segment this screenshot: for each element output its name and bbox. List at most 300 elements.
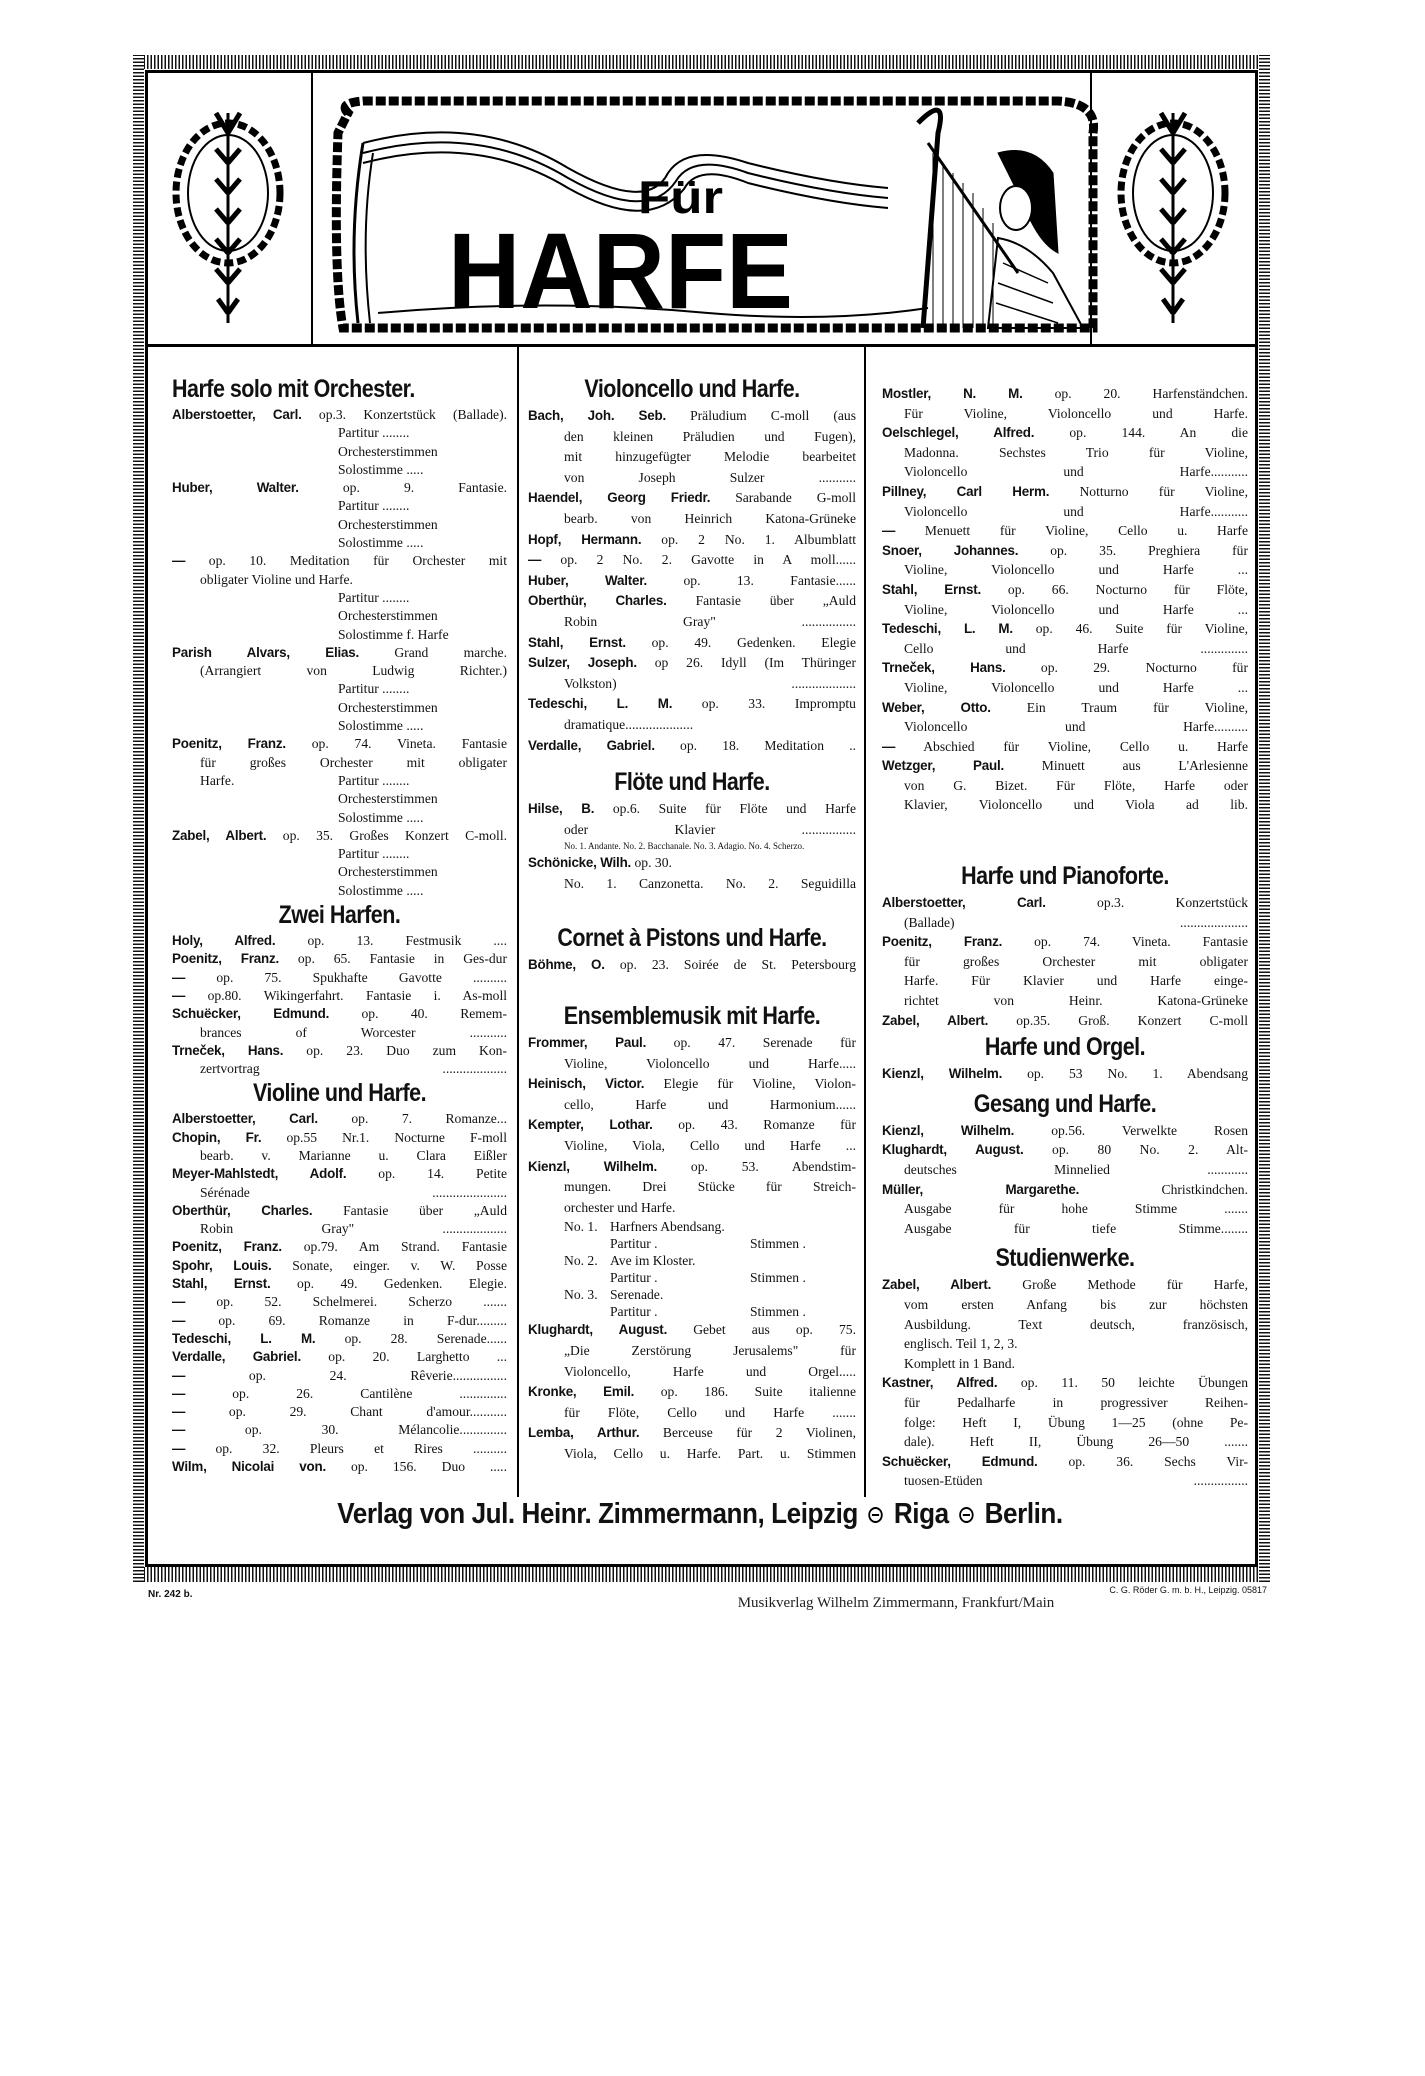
work-title: Christkindchen.: [1161, 1181, 1248, 1197]
composer-name: Schuëcker, Edmund.: [882, 1453, 1038, 1469]
catalog-entry: [528, 1382, 856, 1423]
entry-first-line: [172, 827, 507, 845]
entry-first-line: [172, 1293, 507, 1311]
composer-name: —: [172, 1367, 186, 1383]
work-title: Abschied für Violine, Cello u. Harfe: [923, 738, 1248, 754]
work-title: op.56. Verwelkte Rosen: [1051, 1122, 1249, 1138]
catalog-entry: [528, 1423, 856, 1464]
composer-name: —: [882, 738, 896, 754]
entry-continuation-line: für großes Orchester mit obligater: [904, 953, 1248, 969]
movement-note: No. 1. Andante. No. 2. Bacchanale. No. 3. Adagio. No. 4. Scherzo.: [564, 841, 805, 852]
edition-label: [172, 424, 338, 442]
catalog-entry: [528, 571, 856, 592]
composer-name: Oberthür, Charles.: [528, 593, 667, 609]
entry-first-line: [172, 1403, 507, 1421]
catalog-entry: [172, 406, 507, 479]
edition-part-row: [172, 424, 507, 442]
work-title: op.6. Suite für Flöte und Harfe: [612, 801, 857, 817]
entry-first-line: [172, 1257, 507, 1275]
entry-first-line: [528, 1157, 856, 1178]
entry-continuation-line: Robin Gray" ................: [564, 613, 856, 629]
entry-first-line: [528, 550, 856, 571]
composer-name: Tedeschi, L. M.: [172, 1330, 316, 1346]
catalog-entry: [172, 1165, 507, 1202]
composer-name: Verdalle, Gabriel.: [172, 1349, 301, 1365]
composer-name: Alberstoetter, Carl.: [882, 895, 1046, 911]
publisher-city-riga: Riga: [893, 1498, 949, 1530]
entry-first-line: [882, 658, 1248, 678]
work-title: op. 18. Meditation ..: [680, 737, 856, 753]
work-title: op. 40. Remem-: [361, 1006, 507, 1022]
catalog-entry: [528, 488, 856, 529]
catalog-entry: [172, 932, 507, 950]
entry-first-line: [882, 1011, 1248, 1031]
sub-piece-number: No. 1.: [564, 1219, 598, 1235]
entry-continuation-line: Violine, Viola, Cello und Harfe ...: [564, 1138, 856, 1154]
partitur-edition: Partitur .: [610, 1270, 658, 1286]
work-title: op. 23. Duo zum Kon-: [306, 1042, 507, 1058]
stimmen-edition: Stimmen .: [750, 1304, 806, 1320]
catalog-entry: [172, 1293, 507, 1311]
edition-label: [172, 626, 338, 644]
composer-name: Müller, Margarethe.: [882, 1181, 1080, 1197]
work-title: op. 49. Gedenken. Elegie: [651, 634, 856, 650]
entry-first-line: [528, 736, 856, 757]
entry-continuation-line: Komplett in 1 Band.: [904, 1355, 1016, 1371]
entry-first-line: [882, 1452, 1248, 1472]
composer-name: Snoer, Johannes.: [882, 542, 1019, 558]
sub-piece-title: Serenade.: [610, 1287, 664, 1303]
entry-continuation-line: tuosen-Etüden ................: [904, 1473, 1248, 1489]
catalog-entry: [882, 482, 1248, 521]
composer-name: Alberstoetter, Carl.: [172, 1111, 318, 1127]
entry-first-line: [172, 1385, 507, 1403]
composer-name: Pillney, Carl Herm.: [882, 483, 1050, 499]
entry-first-line: [528, 633, 856, 654]
entry-continuation-line: obligater Violine und Harfe.: [200, 571, 353, 587]
entry-first-line: [172, 969, 507, 987]
entry-first-line: [172, 987, 507, 1005]
entry-first-line: [882, 698, 1248, 718]
entry-first-line: [172, 644, 507, 662]
entry-first-line: [528, 853, 856, 874]
edition-part: Partitur ........: [338, 681, 410, 697]
entry-first-line: [882, 1121, 1248, 1141]
edition-part-row: [172, 863, 507, 881]
work-title: Fantasie über „Auld: [343, 1202, 507, 1218]
composer-name: Lemba, Arthur.: [528, 1425, 640, 1441]
catalog-column-2: [528, 374, 856, 1465]
edition-part-row: [172, 699, 507, 717]
edition-part: Orchesterstimmen: [338, 608, 438, 624]
composer-name: Bach, Joh. Seb.: [528, 408, 667, 423]
entry-first-line: [528, 1423, 856, 1444]
catalog-entry: [528, 955, 856, 976]
work-title: Minuett aus L'Arlesienne: [1041, 758, 1248, 774]
composer-name: Haendel, Georg Friedr.: [528, 490, 711, 506]
edition-label: [172, 717, 338, 735]
entry-continuation-line: englisch. Teil 1, 2, 3.: [904, 1336, 1018, 1352]
work-title: op. 23. Soirée de St. Petersbourg: [619, 957, 856, 973]
composer-name: Trneček, Hans.: [172, 1042, 284, 1058]
catalog-column-1: [172, 374, 507, 1476]
edition-part: Solostimme .....: [338, 882, 424, 898]
composer-name: Stahl, Ernst.: [528, 634, 626, 650]
edition-label: [172, 443, 338, 461]
edition-part-row: [172, 680, 507, 698]
composer-name: Wetzger, Paul.: [882, 758, 1005, 774]
entry-first-line: [172, 406, 507, 424]
entry-first-line: [528, 955, 856, 976]
catalog-entry: [882, 423, 1248, 482]
work-title: op. 156. Duo .....: [350, 1459, 507, 1475]
edition-part-row: [172, 790, 507, 808]
catalog-entry: [528, 530, 856, 551]
work-title: op. 43. Romanze für: [678, 1117, 857, 1133]
catalog-entry: [528, 736, 856, 757]
work-title: op. 35. Preghiera für: [1050, 542, 1248, 558]
composer-name: Sulzer, Joseph.: [528, 655, 637, 671]
edition-label: [172, 790, 338, 808]
catalog-section: [172, 1078, 507, 1476]
edition-part: Orchesterstimmen: [338, 443, 438, 459]
composer-name: —: [172, 1404, 186, 1420]
entry-continuation-line: Harfe. Für Klavier und Harfe einge-: [904, 973, 1248, 989]
edition-part-row: [172, 497, 507, 515]
entry-first-line: [882, 1275, 1248, 1295]
catalog-entry: [172, 552, 507, 643]
catalog-entry: [172, 1403, 507, 1421]
edition-part: Orchesterstimmen: [338, 699, 438, 715]
laurel-wreath-icon-left: [176, 113, 280, 323]
composer-name: Schuëcker, Edmund.: [172, 1006, 330, 1022]
sub-piece-title: Harfners Abendsang.: [610, 1219, 725, 1235]
entry-continuation-line: den kleinen Präludien und Fugen),: [564, 428, 856, 444]
entry-continuation-line: Ausbildung. Text deutsch, französisch,: [904, 1316, 1248, 1332]
entry-continuation-line: orchester und Harfe.: [564, 1199, 676, 1215]
edition-label: [172, 845, 338, 863]
catalog-entry: [172, 950, 507, 968]
partitur-edition: Partitur .: [610, 1236, 658, 1252]
entry-first-line: [172, 479, 507, 497]
work-title: op. 69. Romanze in F-dur.........: [218, 1312, 507, 1328]
catalog-entry: [882, 1140, 1248, 1179]
work-title: op. 14. Petite: [378, 1166, 507, 1182]
entry-continuation-line: mungen. Drei Stücke für Streich-: [564, 1179, 856, 1195]
work-title: op.35. Groß. Konzert C-moll: [1016, 1012, 1248, 1028]
work-title: op. 47. Serenade für: [673, 1035, 856, 1051]
work-title: op 26. Idyll (Im Thüringer: [654, 655, 856, 671]
composer-name: —: [172, 987, 186, 1003]
edition-part: Partitur ........: [338, 589, 410, 605]
composer-name: Weber, Otto.: [882, 699, 991, 715]
entry-continuation-line: Violoncello und Harfe...........: [904, 503, 1248, 519]
entry-first-line: [882, 1064, 1248, 1084]
work-title: op. 74. Vineta. Fantasie: [311, 736, 507, 752]
entry-first-line: [172, 1202, 507, 1220]
edition-part: Partitur ........: [338, 846, 410, 862]
work-title: Menuett für Violine, Cello u. Harfe: [924, 523, 1248, 539]
composer-name: Tedeschi, L. M.: [882, 621, 1013, 637]
work-title: op. 30. Mélancolie..............: [244, 1422, 507, 1438]
composer-name: Klughardt, August.: [528, 1322, 668, 1338]
work-title: op. 7. Romanze...: [351, 1111, 508, 1127]
entry-first-line: [172, 950, 507, 968]
entry-continuation-line: von G. Bizet. Für Flöte, Harfe oder: [904, 777, 1248, 793]
edition-label: [172, 680, 338, 698]
entry-continuation-line: zertvortrag ...................: [200, 1061, 507, 1077]
entry-continuation-line: vom ersten Anfang bis zur höchsten: [904, 1296, 1248, 1312]
title-harfe: HARFE: [448, 210, 793, 331]
composer-name: Wilm, Nicolai von.: [172, 1459, 326, 1475]
entry-continuation-line: Sérénade ......................: [200, 1184, 507, 1200]
catalog-entry: [882, 521, 1248, 541]
catalog-entry: [882, 384, 1248, 423]
catalog-entry: [528, 1115, 856, 1156]
entry-first-line: [172, 1110, 507, 1128]
entry-continuation-line: Für Violine, Violoncello und Harfe.: [904, 405, 1248, 421]
entry-first-line: [172, 1421, 507, 1439]
composer-name: Spohr, Louis.: [172, 1257, 272, 1273]
entry-continuation-line: dale). Heft II, Übung 26—50 .......: [904, 1434, 1248, 1450]
entry-continuation-line: bearb. v. Marianne u. Clara Eißler: [200, 1147, 507, 1163]
edition-label: [172, 863, 338, 881]
work-title: op. 32. Pleurs et Rires ..........: [215, 1440, 508, 1456]
composer-name: Poenitz, Franz.: [172, 951, 279, 967]
entry-continuation-line: für Pedalharfe in progressiver Reihen-: [904, 1394, 1248, 1410]
entry-first-line: [172, 552, 507, 570]
catalog-entry: [882, 1180, 1248, 1239]
catalog-entry: [882, 658, 1248, 697]
catalog-entry: [172, 1421, 507, 1439]
edition-label: [172, 882, 338, 900]
laurel-wreath-icon-right: [1121, 113, 1225, 323]
catalog-entry: [172, 479, 507, 552]
entry-continuation-line: für großes Orchester mit obligater: [200, 754, 507, 770]
edition-label: [172, 516, 338, 534]
entry-first-line: [172, 1275, 507, 1293]
catalog-section: [882, 1032, 1248, 1084]
sub-piece-editions-row: [564, 1269, 856, 1286]
work-title: op. 46. Suite für Violine,: [1035, 621, 1248, 637]
edition-part: Partitur ........: [338, 498, 410, 514]
catalog-entry: [172, 969, 507, 987]
catalog-entry: [882, 1275, 1248, 1373]
sub-piece-number: No. 3.: [564, 1287, 598, 1303]
work-title: Sonate, einger. v. W. Posse: [292, 1257, 508, 1273]
work-title: op. 53. Abendstim-: [690, 1158, 857, 1174]
work-title: op. 49. Gedenken. Elegie.: [297, 1276, 507, 1292]
entry-continuation-line: Violoncello und Harfe..........: [904, 719, 1248, 735]
section-heading: Violine und Harfe.: [252, 1079, 427, 1108]
edition-label: [172, 589, 338, 607]
catalog-entry: [172, 827, 507, 900]
edition-label: Harfe.: [200, 772, 235, 788]
catalog-entry: [172, 1312, 507, 1330]
separator-circle-icon: [869, 1507, 883, 1523]
composer-name: Schönicke, Wilh.: [528, 855, 632, 871]
entry-continuation-line: bearb. von Heinrich Katona-Grüneke: [564, 510, 856, 526]
work-title: Grand marche.: [394, 644, 507, 660]
composer-name: Mostler, N. M.: [882, 386, 1023, 401]
composer-name: Parish Alvars, Elias.: [172, 644, 360, 660]
entry-continuation-line: (Ballade) ....................: [904, 914, 1248, 930]
work-title: op. 26. Cantilène ..............: [232, 1385, 507, 1401]
entry-continuation-line: Violine, Violoncello und Harfe ...: [904, 601, 1248, 617]
work-title: op. 30.: [634, 855, 672, 871]
edition-part-row: [172, 589, 507, 607]
entry-first-line: [882, 521, 1248, 541]
composer-name: Huber, Walter.: [172, 480, 299, 496]
entry-continuation-line: Madonna. Sechstes Trio für Violine,: [904, 444, 1248, 460]
work-title: op. 53 No. 1. Abendsang: [1027, 1066, 1248, 1082]
sub-piece-title-row: [564, 1252, 856, 1269]
catalog-entry: [172, 1367, 507, 1385]
catalog-entry: [882, 1373, 1248, 1451]
partitur-edition: Partitur .: [610, 1304, 658, 1320]
composer-name: Frommer, Paul.: [528, 1035, 647, 1051]
composer-name: —: [172, 1294, 186, 1310]
edition-label: [172, 461, 338, 479]
catalog-entry: [528, 1033, 856, 1074]
entry-first-line: [882, 619, 1248, 639]
stimmen-edition: Stimmen .: [750, 1270, 806, 1286]
catalog-entry: [528, 1074, 856, 1115]
section-heading: Harfe solo mit Orchester.: [172, 375, 415, 403]
edition-part: Orchesterstimmen: [338, 791, 438, 807]
composer-name: Heinisch, Victor.: [528, 1076, 645, 1092]
entry-continuation-line: (Arrangiert von Ludwig Richter.): [200, 663, 507, 679]
entry-first-line: [882, 1180, 1248, 1200]
entry-continuation-line: Robin Gray" ...................: [200, 1221, 507, 1237]
composer-name: —: [172, 1385, 186, 1401]
entry-first-line: [882, 1140, 1248, 1160]
composer-name: Klughardt, August.: [882, 1142, 1024, 1158]
catalog-section: [172, 900, 507, 1078]
catalog-entry: [882, 737, 1248, 757]
composer-name: Verdalle, Gabriel.: [528, 737, 655, 753]
composer-name: Kienzl, Wilhelm.: [528, 1158, 658, 1174]
entry-first-line: [172, 735, 507, 753]
work-title: op. 2 No. 1. Albumblatt: [661, 531, 856, 547]
catalog-entry: [882, 1121, 1248, 1141]
entry-first-line: [528, 571, 856, 592]
edition-label: [172, 809, 338, 827]
work-title: Elegie für Violine, Violon-: [663, 1076, 856, 1092]
work-title: op. 33. Impromptu: [701, 696, 856, 712]
entry-continuation-line: Cello und Harfe ..............: [904, 640, 1248, 656]
entry-continuation-line: cello, Harfe und Harmonium......: [564, 1096, 856, 1112]
work-title: op. 29. Nocturno für: [1040, 660, 1248, 676]
catalog-section: [528, 1001, 856, 1465]
catalog-entry: [528, 550, 856, 571]
entry-first-line: [528, 1320, 856, 1341]
catalog-section: [172, 374, 507, 900]
catalog-entry: [172, 1110, 507, 1128]
work-title: op. 29. Chant d'amour...........: [228, 1404, 507, 1420]
composer-name: —: [172, 969, 186, 985]
entry-continuation-line: Violine, Violoncello und Harfe ...: [904, 679, 1248, 695]
entry-continuation-line: Violine, Violoncello und Harfe ...: [904, 562, 1248, 578]
catalog-entry: [172, 1129, 507, 1166]
catalog-entry: [172, 1275, 507, 1293]
composer-name: Trneček, Hans.: [882, 660, 1006, 676]
entry-first-line: [528, 530, 856, 551]
entry-first-line: [882, 737, 1248, 757]
catalog-section: [882, 861, 1248, 1030]
work-title: op. 20. Harfenständchen.: [1054, 386, 1248, 401]
composer-name: —: [172, 553, 186, 569]
printer-credit: C. G. Röder G. m. b. H., Leipzig. 05817: [1109, 1585, 1267, 1595]
edition-part: Partitur ........: [338, 425, 410, 441]
catalog-entry: [172, 987, 507, 1005]
edition-part-row: [172, 809, 507, 827]
entry-continuation-line: Violoncello und Harfe...........: [904, 464, 1248, 480]
composer-name: —: [172, 1422, 186, 1438]
sub-piece-title: Ave im Kloster.: [610, 1253, 696, 1269]
entry-continuation-line: folge: Heft I, Übung 1—25 (ohne Pe-: [904, 1414, 1248, 1430]
section-heading: Cornet à Pistons und Harfe.: [557, 924, 827, 953]
composer-name: —: [172, 1440, 186, 1456]
entry-continuation-line: für Flöte, Cello und Harfe .......: [564, 1404, 856, 1420]
catalog-entry: [172, 1202, 507, 1239]
catalog-entry: [882, 756, 1248, 815]
entry-first-line: [528, 694, 856, 715]
composer-name: Meyer-Mahlstedt, Adolf.: [172, 1166, 347, 1182]
composer-name: Zabel, Albert.: [882, 1277, 992, 1293]
hatched-border-top: [133, 55, 1270, 69]
composer-name: Zabel, Albert.: [172, 827, 267, 843]
composer-name: Chopin, Fr.: [172, 1129, 262, 1145]
column-divider-1: [517, 347, 519, 1497]
entry-first-line: [882, 756, 1248, 776]
header-illustration: [148, 73, 1253, 345]
edition-part-row: [172, 626, 507, 644]
work-title: Gebet aus op. 75.: [693, 1322, 856, 1338]
entry-first-line: [172, 1440, 507, 1458]
work-title: op. 66. Nocturno für Flöte,: [1007, 581, 1248, 597]
work-title: Fantasie über „Auld: [695, 593, 856, 609]
entry-first-line: [528, 488, 856, 509]
sub-piece: [528, 1252, 856, 1286]
entry-first-line: [882, 541, 1248, 561]
entry-first-line: [528, 406, 856, 427]
separator-circle-icon: [959, 1507, 973, 1523]
composer-name: Poenitz, Franz.: [172, 736, 286, 752]
catalog-entry: [882, 698, 1248, 737]
catalog-entry: [172, 735, 507, 826]
entry-first-line: [172, 1348, 507, 1366]
composer-name: Kronke, Emil.: [528, 1384, 635, 1400]
catalog-section: [882, 384, 1248, 815]
entry-first-line: [882, 932, 1248, 952]
catalog-entry: [882, 932, 1248, 1010]
plate-number: Nr. 242 b.: [148, 1589, 193, 1600]
catalog-entry: [528, 799, 856, 851]
work-title: Ein Traum für Violine,: [1026, 699, 1249, 715]
entry-continuation-line: Klavier, Violoncello und Viola ad lib.: [904, 797, 1248, 813]
entry-continuation-line: richtet von Heinr. Katona-Grüneke: [904, 993, 1248, 1009]
work-title: op. 28. Serenade......: [344, 1330, 507, 1346]
entry-first-line: [528, 799, 856, 820]
entry-first-line: [172, 1367, 507, 1385]
edition-part-row: [172, 534, 507, 552]
entry-continuation-line: mit hinzugefügter Melodie bearbeitet: [564, 449, 856, 465]
edition-part: Orchesterstimmen: [338, 864, 438, 880]
catalog-entry: [172, 1440, 507, 1458]
entry-first-line: [882, 482, 1248, 502]
entry-first-line: [528, 1115, 856, 1136]
